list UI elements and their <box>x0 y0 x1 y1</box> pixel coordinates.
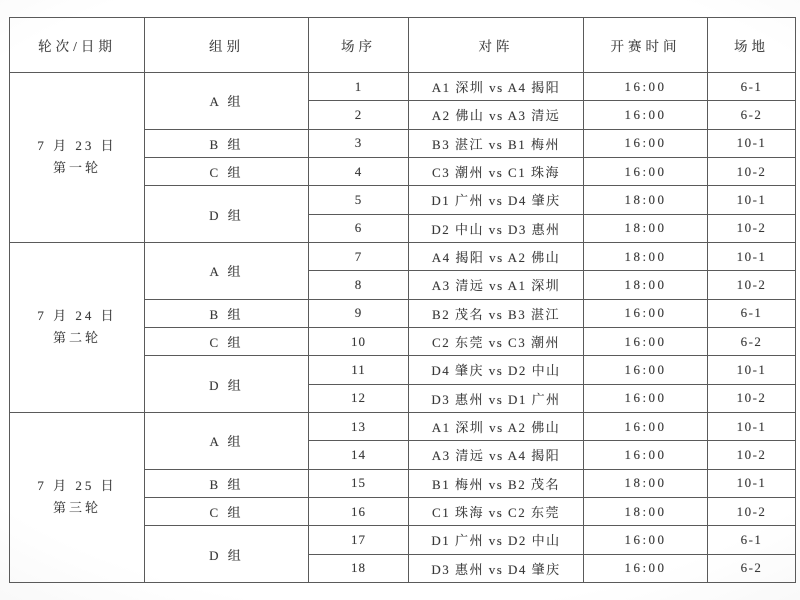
matchup-cell: A4 揭阳 vs A2 佛山 <box>409 242 584 270</box>
start-time-cell: 16:00 <box>584 384 708 412</box>
header-cell-venue: 场地 <box>708 18 796 73</box>
venue-cell: 6-2 <box>708 101 796 129</box>
header-cell-start-time: 开赛时间 <box>584 18 708 73</box>
start-time-cell: 16:00 <box>584 101 708 129</box>
round-label: 第一轮 <box>52 160 101 176</box>
start-time-cell: 16:00 <box>584 554 708 582</box>
date-text: 7 月 23 日 <box>37 138 117 154</box>
venue-cell: 10-2 <box>708 497 796 525</box>
match-order-cell: 2 <box>309 101 409 129</box>
match-order-cell: 7 <box>309 242 409 270</box>
venue-cell: 10-1 <box>708 412 796 440</box>
group-cell: C 组 <box>145 327 309 355</box>
match-order-cell: 4 <box>309 157 409 185</box>
group-cell: D 组 <box>145 526 309 583</box>
start-time-cell: 18:00 <box>584 469 708 497</box>
matchup-cell: B2 茂名 vs B3 湛江 <box>409 299 584 327</box>
match-order-cell: 9 <box>309 299 409 327</box>
venue-cell: 10-1 <box>708 469 796 497</box>
matchup-cell: B3 湛江 vs B1 梅州 <box>409 129 584 157</box>
start-time-cell: 16:00 <box>584 441 708 469</box>
venue-cell: 10-1 <box>708 186 796 214</box>
match-schedule-table <box>9 17 796 583</box>
table-row <box>10 242 796 270</box>
group-cell: C 组 <box>145 157 309 185</box>
venue-cell: 6-2 <box>708 554 796 582</box>
date-text: 7 月 25 日 <box>37 478 117 494</box>
start-time-cell: 16:00 <box>584 129 708 157</box>
match-order-cell: 6 <box>309 214 409 242</box>
matchup-cell: D1 广州 vs D4 肇庆 <box>409 186 584 214</box>
matchup-cell: A1 深圳 vs A4 揭阳 <box>409 73 584 101</box>
table-row <box>10 412 796 440</box>
date-cell <box>10 73 145 243</box>
match-order-cell: 10 <box>309 327 409 355</box>
matchup-cell: D1 广州 vs D2 中山 <box>409 526 584 554</box>
start-time-cell: 16:00 <box>584 157 708 185</box>
matchup-cell: A3 清远 vs A4 揭阳 <box>409 441 584 469</box>
match-order-cell: 12 <box>309 384 409 412</box>
match-order-cell: 11 <box>309 356 409 384</box>
group-cell: A 组 <box>145 73 309 130</box>
schedule-table-body <box>10 73 796 583</box>
group-cell: B 组 <box>145 469 309 497</box>
venue-cell: 6-1 <box>708 526 796 554</box>
group-cell: A 组 <box>145 412 309 469</box>
venue-cell: 10-2 <box>708 157 796 185</box>
venue-cell: 6-2 <box>708 327 796 355</box>
match-order-cell: 5 <box>309 186 409 214</box>
matchup-cell: C3 潮州 vs C1 珠海 <box>409 157 584 185</box>
date-text: 7 月 24 日 <box>37 308 117 324</box>
group-cell: B 组 <box>145 299 309 327</box>
round-label: 第三轮 <box>52 500 101 516</box>
venue-cell: 10-2 <box>708 441 796 469</box>
header-row <box>10 18 796 73</box>
matchup-cell: D2 中山 vs D3 惠州 <box>409 214 584 242</box>
venue-cell: 10-2 <box>708 384 796 412</box>
venue-cell: 10-1 <box>708 242 796 270</box>
start-time-cell: 16:00 <box>584 299 708 327</box>
header-cell-match-order: 场序 <box>309 18 409 73</box>
matchup-cell: B1 梅州 vs B2 茂名 <box>409 469 584 497</box>
venue-cell: 10-2 <box>708 214 796 242</box>
group-cell: B 组 <box>145 129 309 157</box>
group-cell: D 组 <box>145 356 309 413</box>
match-order-cell: 1 <box>309 73 409 101</box>
match-order-cell: 15 <box>309 469 409 497</box>
matchup-cell: C2 东莞 vs C3 潮州 <box>409 327 584 355</box>
match-order-cell: 14 <box>309 441 409 469</box>
header-cell-group: 组别 <box>145 18 309 73</box>
start-time-cell: 16:00 <box>584 327 708 355</box>
start-time-cell: 16:00 <box>584 526 708 554</box>
date-cell <box>10 412 145 582</box>
start-time-cell: 18:00 <box>584 242 708 270</box>
match-order-cell: 8 <box>309 271 409 299</box>
start-time-cell: 18:00 <box>584 497 708 525</box>
date-cell <box>10 242 145 412</box>
group-cell: A 组 <box>145 242 309 299</box>
round-label: 第二轮 <box>52 330 101 346</box>
match-order-cell: 16 <box>309 497 409 525</box>
start-time-cell: 16:00 <box>584 73 708 101</box>
matchup-cell: D3 惠州 vs D4 肇庆 <box>409 554 584 582</box>
match-order-cell: 17 <box>309 526 409 554</box>
group-cell: C 组 <box>145 497 309 525</box>
venue-cell: 6-1 <box>708 299 796 327</box>
matchup-cell: C1 珠海 vs C2 东莞 <box>409 497 584 525</box>
match-order-cell: 13 <box>309 412 409 440</box>
start-time-cell: 16:00 <box>584 356 708 384</box>
matchup-cell: A1 深圳 vs A2 佛山 <box>409 412 584 440</box>
matchup-cell: A3 清远 vs A1 深圳 <box>409 271 584 299</box>
table-row <box>10 73 796 101</box>
start-time-cell: 16:00 <box>584 412 708 440</box>
matchup-cell: A2 佛山 vs A3 清远 <box>409 101 584 129</box>
start-time-cell: 18:00 <box>584 214 708 242</box>
venue-cell: 10-1 <box>708 356 796 384</box>
match-order-cell: 3 <box>309 129 409 157</box>
venue-cell: 10-2 <box>708 271 796 299</box>
start-time-cell: 18:00 <box>584 271 708 299</box>
header-cell-round-date: 轮次/日期 <box>10 18 145 73</box>
group-cell: D 组 <box>145 186 309 243</box>
match-order-cell: 18 <box>309 554 409 582</box>
start-time-cell: 18:00 <box>584 186 708 214</box>
matchup-cell: D3 惠州 vs D1 广州 <box>409 384 584 412</box>
venue-cell: 6-1 <box>708 73 796 101</box>
matchup-cell: D4 肇庆 vs D2 中山 <box>409 356 584 384</box>
header-cell-matchup: 对阵 <box>409 18 584 73</box>
venue-cell: 10-1 <box>708 129 796 157</box>
